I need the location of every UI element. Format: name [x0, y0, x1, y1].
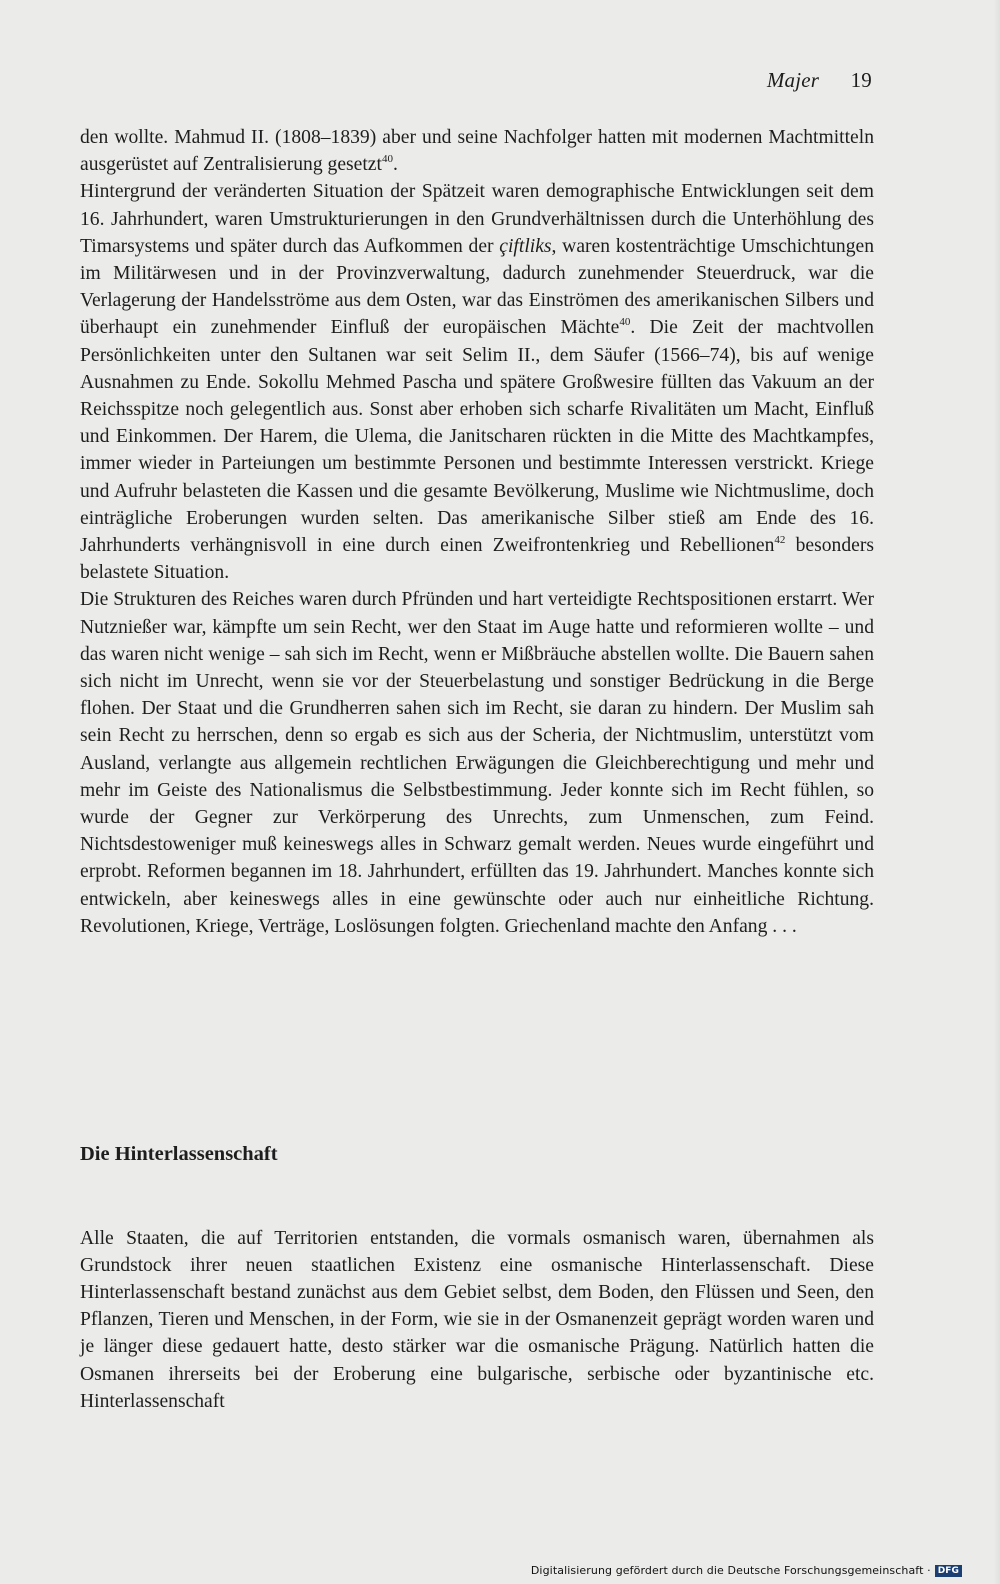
- text-run: Die Strukturen des Reiches waren durch Pfründen und hart verteidigte Rechtspositionen erstarrt. Wer Nutznießer war, kämpfte um sein Recht, wer den Staat im Auge hatte und reformieren wollte – und das waren nicht wenige – sah sich im Recht, wenn er Mißbräuche abstellen wollte. Die Bauern sahen sich nicht im Unrecht, wenn sie vor der Steuerbelastung und sonstiger Bedrückung in die Berge flohen. Der Staat und die Grundherren sahen sich im Recht, sie daran zu hindern. Der Muslim sah sein Recht zu herrschen, denn so ergab es sich aus der Scheria, der Nichtmuslim, unterstützt vom Ausland, verlangte aus allgemein rechtlichen Erwägungen die Gleichberechtigung und mehr und mehr im Geiste des Nationalismus die Selbstbestimmung. Jeder konnte sich im Recht fühlen, so wurde der Gegner zur Verkörperung des Unrechts, zum Unmenschen, zum Feind. Nichtsdestoweniger muß keineswegs alles in Schwarz gemalt werden. Neues wurde eingeführt und erprobt. Reformen begannen im 18. Jahrhundert, erfüllten das 19. Jahrhundert. Manches konnte sich entwickeln, aber keineswegs alles in eine gewünschte oder auch nur einheitliche Richtung. Revolutionen, Kriege, Verträge, Loslösungen folgten. Griechenland machte den Anfang . . .: [80, 589, 874, 937]
- text-run: den wollte. Mahmud II. (1808–1839) aber und seine Nachfolger hatten mit modernen Machtmitteln ausgerüstet auf Zentralisierung gesetzt: [80, 127, 874, 176]
- page-number: 19: [850, 68, 872, 92]
- text-run: , waren kostenträchtige Umschichtungen im Militärwesen und in der Provinzverwaltung, dadurch zunehmender Steuerdruck, war die Verlagerung der Handelsströme aus dem Osten, war das Einströmen des amerikanischen Silbers und überhaupt ein zunehmender Einfluß der europäischen Mächte: [80, 235, 874, 339]
- section-heading: Die Hinterlassenschaft: [80, 1143, 278, 1165]
- dfg-logo: DFG: [935, 1565, 962, 1577]
- digitization-credit: [531, 1564, 962, 1577]
- body-text: [80, 124, 874, 940]
- footnote-ref: 40: [619, 316, 631, 329]
- text-run: Hintergrund der veränderten Situation der Spätzeit waren demographische Entwicklungen seit dem 16. Jahrhundert, waren Umstrukturierungen in den Grundverhältnissen durch die Unterhöhlung des Timarsystems und später durch das Aufkommen der: [80, 181, 874, 257]
- footnote-ref: 42: [774, 534, 786, 547]
- running-head: [767, 68, 872, 93]
- section-paragraph: Alle Staaten, die auf Territorien entstanden, die vormals osmanisch waren, übernahmen als Grundstock ihrer neuen staatlichen Existenz eine osmanische Hinterlassenschaft. Diese Hinterlassenschaft bestand zunächst aus dem Gebiet selbst, dem Boden, den Flüssen und Seen, den Pflanzen, Tieren und Menschen, in der Form, wie sie in der Osmanenzeit geprägt worden waren und je länger diese gedauert hatte, desto stärker war die osmanische Prägung. Natürlich hatten die Osmanen ihrerseits bei der Eroberung eine bulgarische, serbische oder byzantinische etc. Hinterlassenschaft: [80, 1227, 874, 1412]
- text-run: . Die Zeit der machtvollen Persönlichkeiten unter den Sultanen war seit Selim II., dem Säufer (1566–74), bis auf wenige Ausnahmen zu Ende. Sokollu Mehmed Pascha und spätere Großwesire füllten das Vakuum an der Reichsspitze noch gelegentlich aus. Sonst aber erhoben sich scharfe Rivalitäten um Macht, Einfluß und Einkommen. Der Harem, die Ulema, die Janitscharen rückten in die Mitte des Machtkampfes, immer wieder in Parteiungen um bestimmte Personen und bestimmte Interessen verstrickt. Kriege und Aufruhr belasteten die Kassen und die gesamte Bevölkerung, Muslime wie Nichtmuslime, doch einträgliche Eroberungen wurden selten. Das amerikanische Silber stieß am Ende des 16. Jahrhunderts verhängnisvoll in eine durch einen Zweifrontenkrieg und Rebellionen: [80, 317, 874, 557]
- text-run: .: [392, 154, 398, 176]
- paragraph: [80, 124, 874, 178]
- italic-term: çiftliks: [499, 235, 552, 257]
- footnote-ref: 40: [381, 153, 393, 166]
- text-run: besonders belastete Situation.: [80, 535, 874, 584]
- credit-text: Digitalisierung gefördert durch die Deutsche Forschungsgemeinschaft ·: [530, 1564, 931, 1577]
- paragraph: [80, 586, 874, 940]
- paragraph: [80, 178, 874, 586]
- running-head-author: Majer: [766, 68, 820, 92]
- scan-edge-shadow: [994, 0, 1000, 1584]
